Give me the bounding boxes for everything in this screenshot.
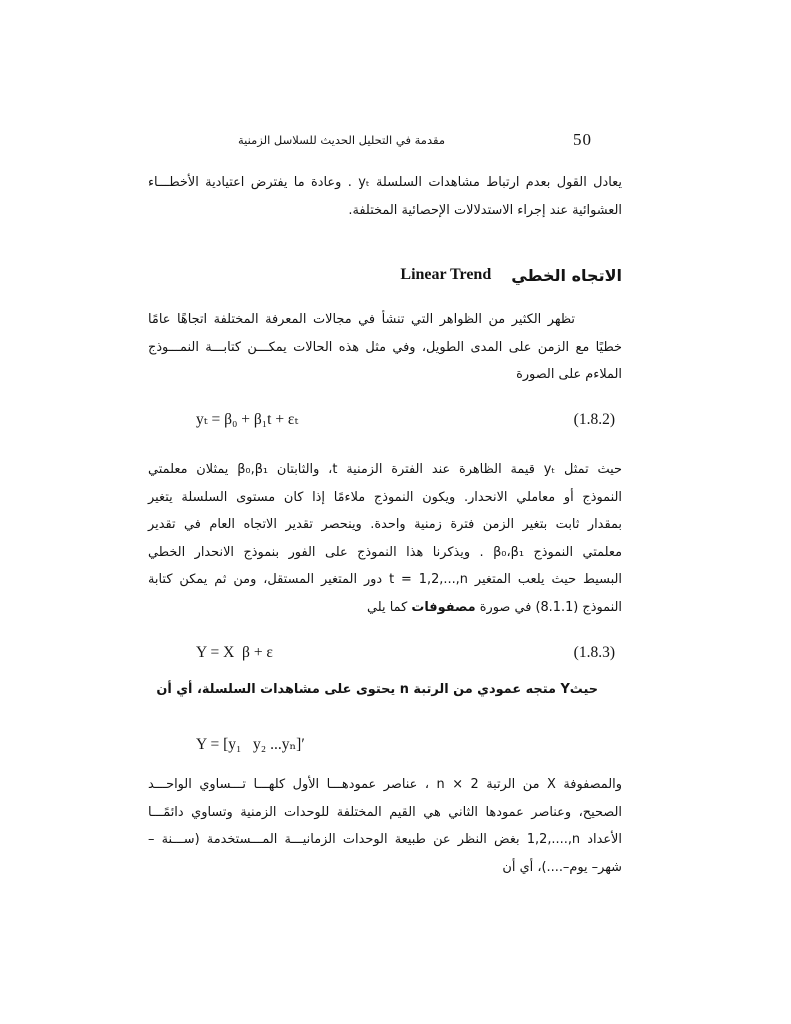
text-line: الأعداد ⁦1,2,....,n⁩ بغض النظر عن طبيعة الوحدات الزمانيـــة المـــستخدمة (ســـنة – — [148, 832, 622, 848]
text-line: الملاءم على الصورة — [516, 367, 622, 383]
equation-formula: Y = X β + ε — [196, 644, 273, 661]
equation — [148, 731, 622, 759]
equation — [148, 406, 622, 434]
text-line: معلمتي النموذج β₀،β₁ . ويذكرنا هذا النموذج على الفور بنموذج الانحدار الخطي — [148, 544, 622, 560]
equation-formula: Y = [y₁ y₂ ...yₙ]′ — [196, 736, 305, 753]
text-line: حيثY متجه عمودي من الرتبة n يحتوى على مشاهدات السلسلة، أي أن — [156, 682, 598, 697]
text-line: البسيط حيث يلعب المتغير t = 1,2,...,n دور المتغير المستقل، ومن ثم يمكن كتابة — [148, 572, 622, 588]
text-segment: كما يلي — [367, 599, 408, 615]
heading-english: Linear Trend — [400, 266, 492, 283]
text-line: العشوائية عند إجراء الاستدلالات الإحصائية المختلفة. — [348, 202, 622, 218]
paragraph — [148, 456, 622, 622]
text-line: شهر– يوم–....)، أي أن — [502, 859, 622, 875]
page-number: 50 — [573, 130, 592, 149]
paragraph — [148, 169, 622, 224]
equation-formula: yₜ = β₀ + β₁t + εₜ — [196, 411, 299, 428]
text-line: الصحيح، وعناصر عمودها الثاني هي القيم المختلفة للوحدات الزمنية وتساوي دائمًـــا — [148, 804, 622, 820]
running-header — [0, 129, 791, 151]
equation-number: (1.8.2) — [573, 411, 615, 428]
text-line: خطيًا مع الزمن على المدى الطويل، وفي مثل هذه الحالات يمكـــن كتابـــة النمـــوذج — [148, 339, 622, 355]
text-segment: النموذج (8.1.1) في صورة — [479, 599, 622, 615]
text-line: يعادل القول بعدم ارتباط مشاهدات السلسلة yₜ . وعادة ما يفترض اعتيادية الأخطـــاء — [148, 175, 622, 190]
equation-number: (1.8.3) — [573, 644, 615, 661]
section-heading — [148, 261, 622, 289]
text-line — [148, 594, 622, 622]
emphasized-term: مصفوفات — [411, 599, 476, 615]
paragraph — [148, 676, 622, 704]
heading-arabic: الاتجاه الخطي — [511, 265, 622, 285]
text-line: والمصفوفة X من الرتبة n × 2 ، عناصر عمودهـــا الأول كلهـــا تـــساوي الواحـــد — [148, 777, 622, 792]
equation — [148, 639, 622, 667]
header-title: مقدمة في التحليل الحديث للسلاسل الزمنية — [237, 133, 445, 147]
text-line: تظهر الكثير من الظواهر التي تنشأ في مجالات المعرفة المختلفة اتجاهًا عامًا — [148, 312, 575, 327]
text-line: بمقدار ثابت بتغير الزمن فترة زمنية واحدة. وينحصر تقدير الاتجاه العام في تقدير — [148, 517, 622, 533]
paragraph — [148, 306, 622, 389]
text-line: حيث تمثل yₜ قيمة الظاهرة عند الفترة الزمنية t، والثابتان β₀,β₁ يمثلان معلمتي — [148, 462, 622, 477]
paragraph — [148, 771, 622, 881]
text-line: النموذج أو معاملي الانحدار. ويكون النموذج ملاءمًا إذا كان مستوى السلسلة يتغير — [148, 489, 622, 505]
